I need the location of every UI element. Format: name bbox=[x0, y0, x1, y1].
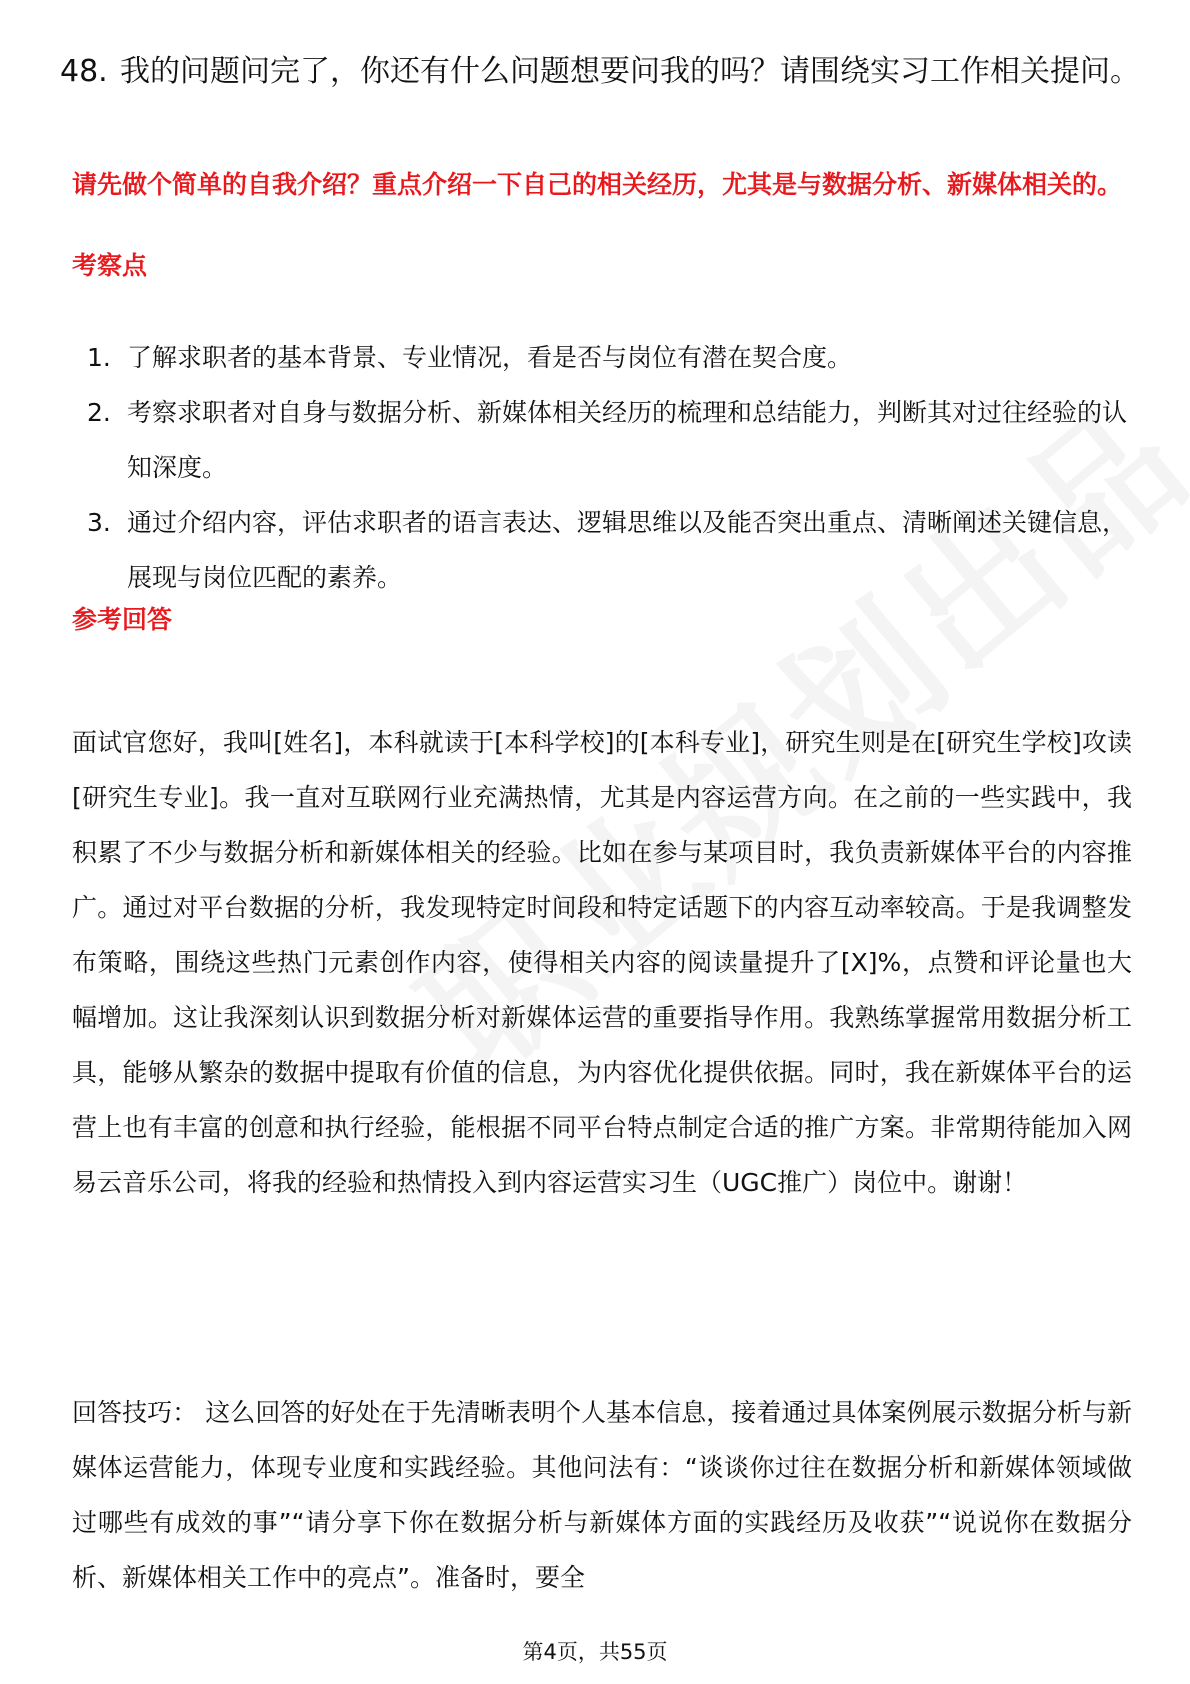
list-item-text: 考察求职者对自身与数据分析、新媒体相关经历的梳理和总结能力，判断其对过往经验的认知深度。 bbox=[127, 398, 1128, 482]
list-item-number: 3. bbox=[87, 508, 111, 537]
list-item-number: 1. bbox=[87, 343, 111, 372]
list-item-text: 通过介绍内容，评估求职者的语言表达、逻辑思维以及能否突出重点、清晰阐述关键信息，展现与岗位匹配的素养。 bbox=[127, 508, 1128, 592]
list-item bbox=[72, 495, 1132, 605]
list-item-text: 了解求职者的基本背景、专业情况，看是否与岗位有潜在契合度。 bbox=[127, 343, 853, 372]
list-item-number: 2. bbox=[87, 398, 111, 427]
answer-tips: 回答技巧： 这么回答的好处在于先清晰表明个人基本信息，接着通过具体案例展示数据分析与新媒体运营能力，体现专业度和实践经验。其他问法有：“谈谈你过往在数据分析和新媒体领域做过哪些有成效的事”“请分享下你在数据分析与新媒体方面的实践经历及收获”“说说你在数据分析、新媒体相关工作中的亮点”。准备时，要全 bbox=[72, 1398, 1132, 1592]
reference-heading: 参考回答 bbox=[72, 605, 173, 634]
question-title bbox=[60, 50, 1140, 94]
question-text: 我的问题问完了，你还有什么问题想要问我的吗？请围绕实习工作相关提问。 bbox=[120, 54, 1140, 89]
sub-question: 请先做个简单的自我介绍？重点介绍一下自己的相关经历，尤其是与数据分析、新媒体相关的。 bbox=[72, 170, 1123, 199]
assessment-points bbox=[72, 330, 1132, 605]
page-footer: 第4页，共55页 bbox=[522, 1640, 668, 1664]
list-item bbox=[72, 385, 1132, 495]
list-item bbox=[72, 330, 1132, 385]
reference-answer: 面试官您好，我叫[姓名]，本科就读于[本科学校]的[本科专业]，研究生则是在[研究生学校]攻读[研究生专业]。我一直对互联网行业充满热情，尤其是内容运营方向。在之前的一些实践中，我积累了不少与数据分析和新媒体相关的经验。比如在参与某项目时，我负责新媒体平台的内容推广。通过对平台数据的分析，我发现特定时间段和特定话题下的内容互动率较高。于是我调整发布策略，围绕这些热门元素创作内容，使得相关内容的阅读量提升了[X]%，点赞和评论量也大幅增加。这让我深刻认识到数据分析对新媒体运营的重要指导作用。我熟练掌握常用数据分析工具，能够从繁杂的数据中提取有价值的信息，为内容优化提供依据。同时，我在新媒体平台的运营上也有丰富的创意和执行经验，能根据不同平台特点制定合适的推广方案。非常期待能加入网易云音乐公司，将我的经验和热情投入到内容运营实习生（UGC推广）岗位中。谢谢！ bbox=[72, 728, 1132, 1197]
question-number: 48. bbox=[60, 54, 108, 89]
assessment-heading: 考察点 bbox=[72, 251, 148, 280]
